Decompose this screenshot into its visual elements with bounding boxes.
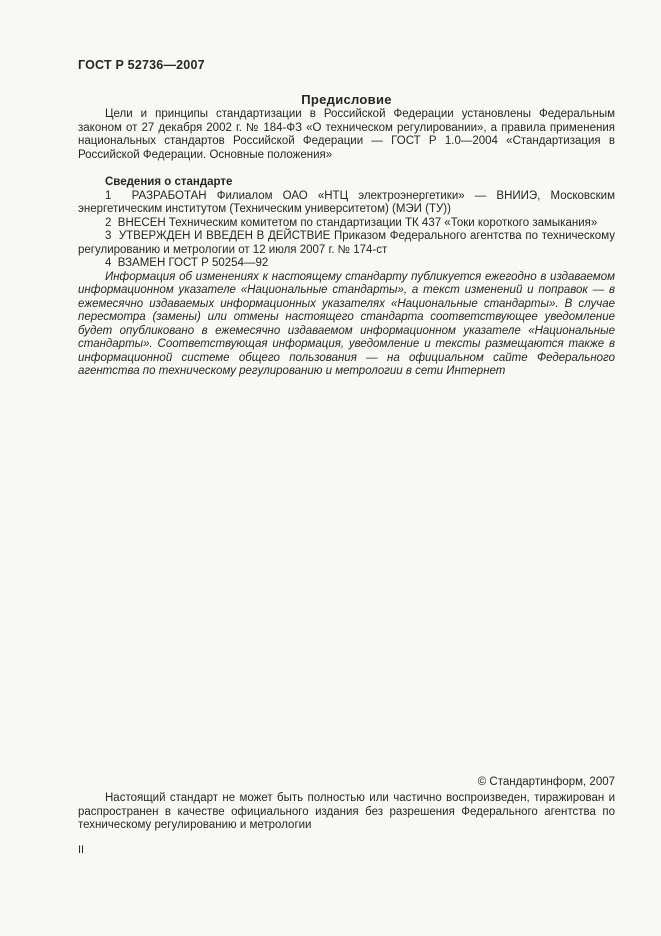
reproduction-restriction: Настоящий стандарт не может быть полностью или частично воспроизведен, тиражирован и распространен в качестве официального издания без разрешения Федерального агентства по техническому регулированию и метрологии	[78, 792, 619, 831]
page-title: Предисловие	[301, 92, 392, 107]
copyright-notice: © Стандартинформ, 2007	[477, 776, 615, 788]
standard-info-item-2: 2 ВНЕСЕН Техническим комитетом по стандартизации ТК 437 «Токи короткого замыкания»	[105, 216, 598, 229]
intro-paragraph: Цели и принципы стандартизации в Российской Федерации установлены Федеральным законом от 27 декабря 2002 г. № 184-ФЗ «О техническом регулировании», а правила применения национальных стандартов Российской Федерации — ГОСТ Р 1.0—2004 «Стандартизация в Российской Федерации. Основные положения»	[78, 108, 619, 161]
page-number: II	[78, 844, 85, 856]
amendment-notice: Информация об изменениях к настоящему стандарту публикуется ежегодно в издаваемом информационном указателе «Национальные стандарты», а текст изменений и поправок — в ежемесячно издаваемых информационных указателях «Национальные стандарты». В случае пересмотра (замены) или отмены настоящего стандарта соответствующее уведомление будет опубликовано в ежемесячно издаваемом информационном указателе «Национальные стандарты». Соответствующая информация, уведомление и тексты размещаются также в информационной системе общего пользования — на официальном сайте Федерального агентства по техническому регулированию и метрологии в сети Интернет	[78, 270, 619, 377]
standard-info-item-1: 1 РАЗРАБОТАН Филиалом ОАО «НТЦ электроэнергетики» — ВНИИЭ, Московским энергетическим институтом (Техническим университетом) (МЭИ (ТУ))	[78, 189, 619, 215]
doc-number: ГОСТ Р 52736—2007	[78, 58, 205, 72]
standard-info-item-3: 3 УТВЕРЖДЕН И ВВЕДЕН В ДЕЙСТВИЕ Приказом Федерального агентства по техническому регулированию и метрологии от 12 июля 2007 г. № 174-ст	[78, 230, 619, 256]
standard-info-item-4: 4 ВЗАМЕН ГОСТ Р 50254—92	[105, 257, 269, 269]
section-heading: Сведения о стандарте	[105, 176, 233, 188]
page-content	[78, 58, 619, 379]
